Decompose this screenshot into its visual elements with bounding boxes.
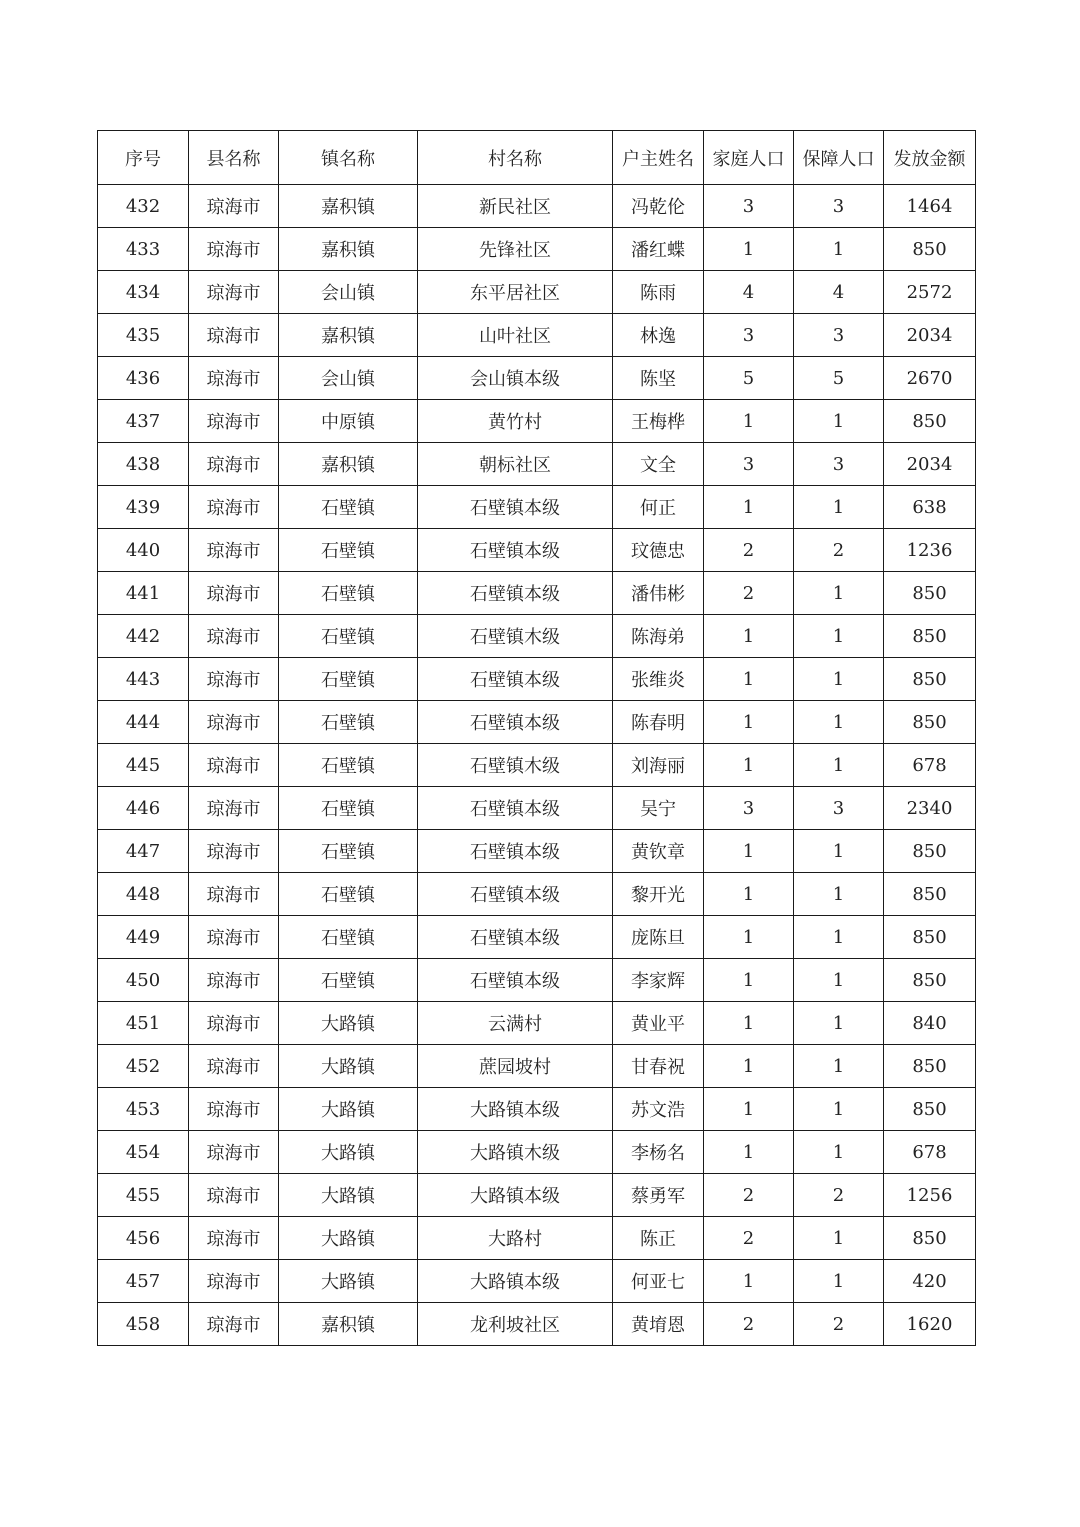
cell-householder: 黄业平 [613, 1002, 704, 1045]
table-row [98, 271, 976, 314]
cell-county: 琼海市 [189, 314, 279, 357]
cell-seq: 442 [98, 615, 189, 658]
cell-family-size: 2 [704, 1303, 794, 1346]
cell-amount: 850 [884, 830, 976, 873]
cell-town: 石壁镇 [279, 658, 418, 701]
cell-town: 石壁镇 [279, 486, 418, 529]
cell-county: 琼海市 [189, 228, 279, 271]
cell-town: 大路镇 [279, 1088, 418, 1131]
table-row [98, 787, 976, 830]
cell-seq: 433 [98, 228, 189, 271]
cell-householder: 潘伟彬 [613, 572, 704, 615]
header-family-size: 家庭人口 [704, 131, 794, 185]
cell-town: 石壁镇 [279, 701, 418, 744]
cell-seq: 455 [98, 1174, 189, 1217]
cell-seq: 454 [98, 1131, 189, 1174]
cell-village: 山叶社区 [418, 314, 613, 357]
table-row [98, 185, 976, 228]
cell-seq: 458 [98, 1303, 189, 1346]
cell-village: 石壁镇本级 [418, 486, 613, 529]
cell-householder: 刘海丽 [613, 744, 704, 787]
cell-seq: 439 [98, 486, 189, 529]
cell-amount: 1236 [884, 529, 976, 572]
cell-village: 石壁镇本级 [418, 572, 613, 615]
cell-householder: 蔡勇军 [613, 1174, 704, 1217]
cell-county: 琼海市 [189, 787, 279, 830]
cell-householder: 陈坚 [613, 357, 704, 400]
cell-seq: 445 [98, 744, 189, 787]
cell-village: 石壁镇本级 [418, 873, 613, 916]
cell-county: 琼海市 [189, 959, 279, 1002]
table-row [98, 400, 976, 443]
cell-village: 会山镇本级 [418, 357, 613, 400]
cell-covered-size: 1 [794, 1088, 884, 1131]
cell-covered-size: 1 [794, 916, 884, 959]
cell-town: 嘉积镇 [279, 185, 418, 228]
cell-amount: 840 [884, 1002, 976, 1045]
cell-village: 石壁镇本级 [418, 959, 613, 1002]
cell-village: 石壁镇木级 [418, 615, 613, 658]
cell-village: 新民社区 [418, 185, 613, 228]
cell-amount: 2034 [884, 443, 976, 486]
cell-village: 大路镇本级 [418, 1174, 613, 1217]
table-row [98, 314, 976, 357]
cell-householder: 李杨名 [613, 1131, 704, 1174]
table-row [98, 615, 976, 658]
cell-amount: 850 [884, 1088, 976, 1131]
cell-county: 琼海市 [189, 1088, 279, 1131]
cell-town: 大路镇 [279, 1131, 418, 1174]
cell-amount: 678 [884, 744, 976, 787]
header-seq: 序号 [98, 131, 189, 185]
cell-town: 大路镇 [279, 1174, 418, 1217]
allowance-table [97, 130, 976, 1346]
cell-householder: 苏文浩 [613, 1088, 704, 1131]
header-amount: 发放金额 [884, 131, 976, 185]
cell-covered-size: 1 [794, 701, 884, 744]
cell-covered-size: 1 [794, 744, 884, 787]
cell-village: 石壁镇本级 [418, 916, 613, 959]
header-village: 村名称 [418, 131, 613, 185]
cell-seq: 437 [98, 400, 189, 443]
cell-seq: 451 [98, 1002, 189, 1045]
cell-covered-size: 3 [794, 787, 884, 830]
cell-family-size: 2 [704, 572, 794, 615]
cell-village: 大路村 [418, 1217, 613, 1260]
cell-covered-size: 1 [794, 615, 884, 658]
cell-family-size: 1 [704, 701, 794, 744]
cell-family-size: 1 [704, 744, 794, 787]
cell-county: 琼海市 [189, 916, 279, 959]
table-row [98, 873, 976, 916]
cell-county: 琼海市 [189, 486, 279, 529]
cell-town: 石壁镇 [279, 916, 418, 959]
cell-covered-size: 1 [794, 1002, 884, 1045]
cell-amount: 1256 [884, 1174, 976, 1217]
cell-county: 琼海市 [189, 873, 279, 916]
cell-householder: 陈雨 [613, 271, 704, 314]
cell-covered-size: 3 [794, 314, 884, 357]
cell-town: 石壁镇 [279, 787, 418, 830]
cell-amount: 2034 [884, 314, 976, 357]
cell-town: 石壁镇 [279, 873, 418, 916]
cell-town: 会山镇 [279, 357, 418, 400]
cell-covered-size: 2 [794, 529, 884, 572]
cell-village: 石壁镇本级 [418, 701, 613, 744]
table-row [98, 357, 976, 400]
cell-householder: 李家辉 [613, 959, 704, 1002]
cell-village: 大路镇木级 [418, 1131, 613, 1174]
cell-village: 朝标社区 [418, 443, 613, 486]
cell-amount: 638 [884, 486, 976, 529]
cell-covered-size: 1 [794, 959, 884, 1002]
cell-family-size: 3 [704, 443, 794, 486]
table-row [98, 1131, 976, 1174]
cell-seq: 453 [98, 1088, 189, 1131]
cell-amount: 1464 [884, 185, 976, 228]
header-covered-size: 保障人口 [794, 131, 884, 185]
cell-amount: 420 [884, 1260, 976, 1303]
cell-householder: 陈海弟 [613, 615, 704, 658]
cell-amount: 850 [884, 959, 976, 1002]
cell-seq: 444 [98, 701, 189, 744]
cell-town: 石壁镇 [279, 959, 418, 1002]
cell-family-size: 2 [704, 1174, 794, 1217]
cell-amount: 850 [884, 701, 976, 744]
table-row [98, 1303, 976, 1346]
cell-village: 龙利坡社区 [418, 1303, 613, 1346]
table-row [98, 1045, 976, 1088]
cell-householder: 甘春祝 [613, 1045, 704, 1088]
table-header [98, 131, 976, 185]
cell-family-size: 1 [704, 486, 794, 529]
cell-covered-size: 3 [794, 443, 884, 486]
cell-town: 石壁镇 [279, 529, 418, 572]
cell-covered-size: 1 [794, 1217, 884, 1260]
header-county: 县名称 [189, 131, 279, 185]
cell-seq: 447 [98, 830, 189, 873]
cell-county: 琼海市 [189, 1045, 279, 1088]
cell-householder: 何亚七 [613, 1260, 704, 1303]
cell-town: 大路镇 [279, 1217, 418, 1260]
cell-seq: 448 [98, 873, 189, 916]
cell-village: 大路镇本级 [418, 1088, 613, 1131]
header-row [98, 131, 976, 185]
cell-seq: 446 [98, 787, 189, 830]
cell-covered-size: 1 [794, 572, 884, 615]
cell-family-size: 1 [704, 658, 794, 701]
table-row [98, 1260, 976, 1303]
cell-family-size: 1 [704, 400, 794, 443]
cell-town: 嘉积镇 [279, 1303, 418, 1346]
cell-county: 琼海市 [189, 744, 279, 787]
cell-town: 石壁镇 [279, 830, 418, 873]
cell-county: 琼海市 [189, 185, 279, 228]
cell-amount: 850 [884, 228, 976, 271]
cell-town: 嘉积镇 [279, 314, 418, 357]
cell-town: 大路镇 [279, 1002, 418, 1045]
cell-householder: 吴宁 [613, 787, 704, 830]
cell-family-size: 3 [704, 787, 794, 830]
cell-county: 琼海市 [189, 572, 279, 615]
cell-county: 琼海市 [189, 1174, 279, 1217]
cell-amount: 850 [884, 572, 976, 615]
table-row [98, 572, 976, 615]
cell-village: 先锋社区 [418, 228, 613, 271]
cell-covered-size: 1 [794, 1131, 884, 1174]
cell-county: 琼海市 [189, 443, 279, 486]
cell-householder: 黄堉恩 [613, 1303, 704, 1346]
cell-householder: 文全 [613, 443, 704, 486]
cell-covered-size: 1 [794, 228, 884, 271]
table-row [98, 959, 976, 1002]
cell-seq: 450 [98, 959, 189, 1002]
cell-amount: 2572 [884, 271, 976, 314]
cell-county: 琼海市 [189, 615, 279, 658]
cell-covered-size: 1 [794, 1045, 884, 1088]
cell-amount: 2670 [884, 357, 976, 400]
cell-county: 琼海市 [189, 1260, 279, 1303]
table-row [98, 1217, 976, 1260]
cell-householder: 何正 [613, 486, 704, 529]
cell-village: 云满村 [418, 1002, 613, 1045]
cell-amount: 850 [884, 873, 976, 916]
cell-amount: 678 [884, 1131, 976, 1174]
cell-seq: 438 [98, 443, 189, 486]
cell-covered-size: 5 [794, 357, 884, 400]
cell-seq: 443 [98, 658, 189, 701]
cell-county: 琼海市 [189, 529, 279, 572]
cell-covered-size: 1 [794, 486, 884, 529]
cell-seq: 434 [98, 271, 189, 314]
cell-householder: 冯乾伦 [613, 185, 704, 228]
table-row [98, 744, 976, 787]
cell-family-size: 1 [704, 1260, 794, 1303]
cell-seq: 452 [98, 1045, 189, 1088]
cell-town: 中原镇 [279, 400, 418, 443]
cell-family-size: 3 [704, 185, 794, 228]
cell-amount: 850 [884, 1217, 976, 1260]
cell-county: 琼海市 [189, 701, 279, 744]
cell-town: 嘉积镇 [279, 228, 418, 271]
cell-family-size: 1 [704, 830, 794, 873]
table-row [98, 1088, 976, 1131]
cell-family-size: 1 [704, 1045, 794, 1088]
cell-covered-size: 2 [794, 1303, 884, 1346]
cell-covered-size: 3 [794, 185, 884, 228]
cell-covered-size: 1 [794, 830, 884, 873]
cell-family-size: 1 [704, 916, 794, 959]
cell-county: 琼海市 [189, 1217, 279, 1260]
cell-family-size: 1 [704, 1088, 794, 1131]
table-row [98, 486, 976, 529]
cell-county: 琼海市 [189, 1131, 279, 1174]
cell-householder: 王梅桦 [613, 400, 704, 443]
cell-amount: 850 [884, 615, 976, 658]
cell-town: 会山镇 [279, 271, 418, 314]
cell-householder: 玟德忠 [613, 529, 704, 572]
table-row [98, 529, 976, 572]
cell-amount: 850 [884, 1045, 976, 1088]
cell-village: 石壁镇木级 [418, 744, 613, 787]
cell-family-size: 5 [704, 357, 794, 400]
cell-householder: 陈春明 [613, 701, 704, 744]
cell-village: 石壁镇本级 [418, 787, 613, 830]
cell-seq: 456 [98, 1217, 189, 1260]
cell-householder: 林逸 [613, 314, 704, 357]
table-row [98, 658, 976, 701]
table-row [98, 916, 976, 959]
cell-village: 东平居社区 [418, 271, 613, 314]
cell-family-size: 1 [704, 615, 794, 658]
cell-amount: 2340 [884, 787, 976, 830]
cell-amount: 850 [884, 916, 976, 959]
cell-householder: 黄钦章 [613, 830, 704, 873]
cell-town: 石壁镇 [279, 615, 418, 658]
cell-householder: 潘红蝶 [613, 228, 704, 271]
table-body [98, 185, 976, 1346]
cell-householder: 黎开光 [613, 873, 704, 916]
cell-village: 石壁镇本级 [418, 658, 613, 701]
header-town: 镇名称 [279, 131, 418, 185]
cell-town: 大路镇 [279, 1045, 418, 1088]
cell-village: 蔗园坡村 [418, 1045, 613, 1088]
cell-covered-size: 1 [794, 400, 884, 443]
cell-covered-size: 2 [794, 1174, 884, 1217]
cell-seq: 435 [98, 314, 189, 357]
cell-family-size: 2 [704, 1217, 794, 1260]
cell-village: 石壁镇本级 [418, 529, 613, 572]
cell-family-size: 3 [704, 314, 794, 357]
cell-seq: 441 [98, 572, 189, 615]
cell-householder: 张维炎 [613, 658, 704, 701]
cell-family-size: 2 [704, 529, 794, 572]
cell-family-size: 1 [704, 228, 794, 271]
table-row [98, 1002, 976, 1045]
cell-covered-size: 1 [794, 1260, 884, 1303]
table-row [98, 701, 976, 744]
cell-seq: 449 [98, 916, 189, 959]
cell-family-size: 4 [704, 271, 794, 314]
cell-county: 琼海市 [189, 271, 279, 314]
table-row [98, 228, 976, 271]
table-row [98, 1174, 976, 1217]
cell-family-size: 1 [704, 1002, 794, 1045]
cell-family-size: 1 [704, 959, 794, 1002]
cell-amount: 850 [884, 658, 976, 701]
cell-family-size: 1 [704, 873, 794, 916]
cell-covered-size: 1 [794, 658, 884, 701]
cell-covered-size: 1 [794, 873, 884, 916]
cell-family-size: 1 [704, 1131, 794, 1174]
cell-seq: 440 [98, 529, 189, 572]
header-householder: 户主姓名 [613, 131, 704, 185]
cell-covered-size: 4 [794, 271, 884, 314]
cell-amount: 850 [884, 400, 976, 443]
cell-village: 黄竹村 [418, 400, 613, 443]
cell-town: 石壁镇 [279, 572, 418, 615]
cell-village: 石壁镇本级 [418, 830, 613, 873]
cell-county: 琼海市 [189, 830, 279, 873]
cell-seq: 457 [98, 1260, 189, 1303]
cell-town: 石壁镇 [279, 744, 418, 787]
cell-county: 琼海市 [189, 357, 279, 400]
cell-village: 大路镇本级 [418, 1260, 613, 1303]
cell-amount: 1620 [884, 1303, 976, 1346]
table-row [98, 443, 976, 486]
cell-seq: 432 [98, 185, 189, 228]
cell-householder: 陈正 [613, 1217, 704, 1260]
cell-town: 嘉积镇 [279, 443, 418, 486]
cell-county: 琼海市 [189, 400, 279, 443]
cell-county: 琼海市 [189, 658, 279, 701]
cell-county: 琼海市 [189, 1002, 279, 1045]
cell-householder: 庞陈旦 [613, 916, 704, 959]
table-row [98, 830, 976, 873]
cell-county: 琼海市 [189, 1303, 279, 1346]
cell-town: 大路镇 [279, 1260, 418, 1303]
cell-seq: 436 [98, 357, 189, 400]
